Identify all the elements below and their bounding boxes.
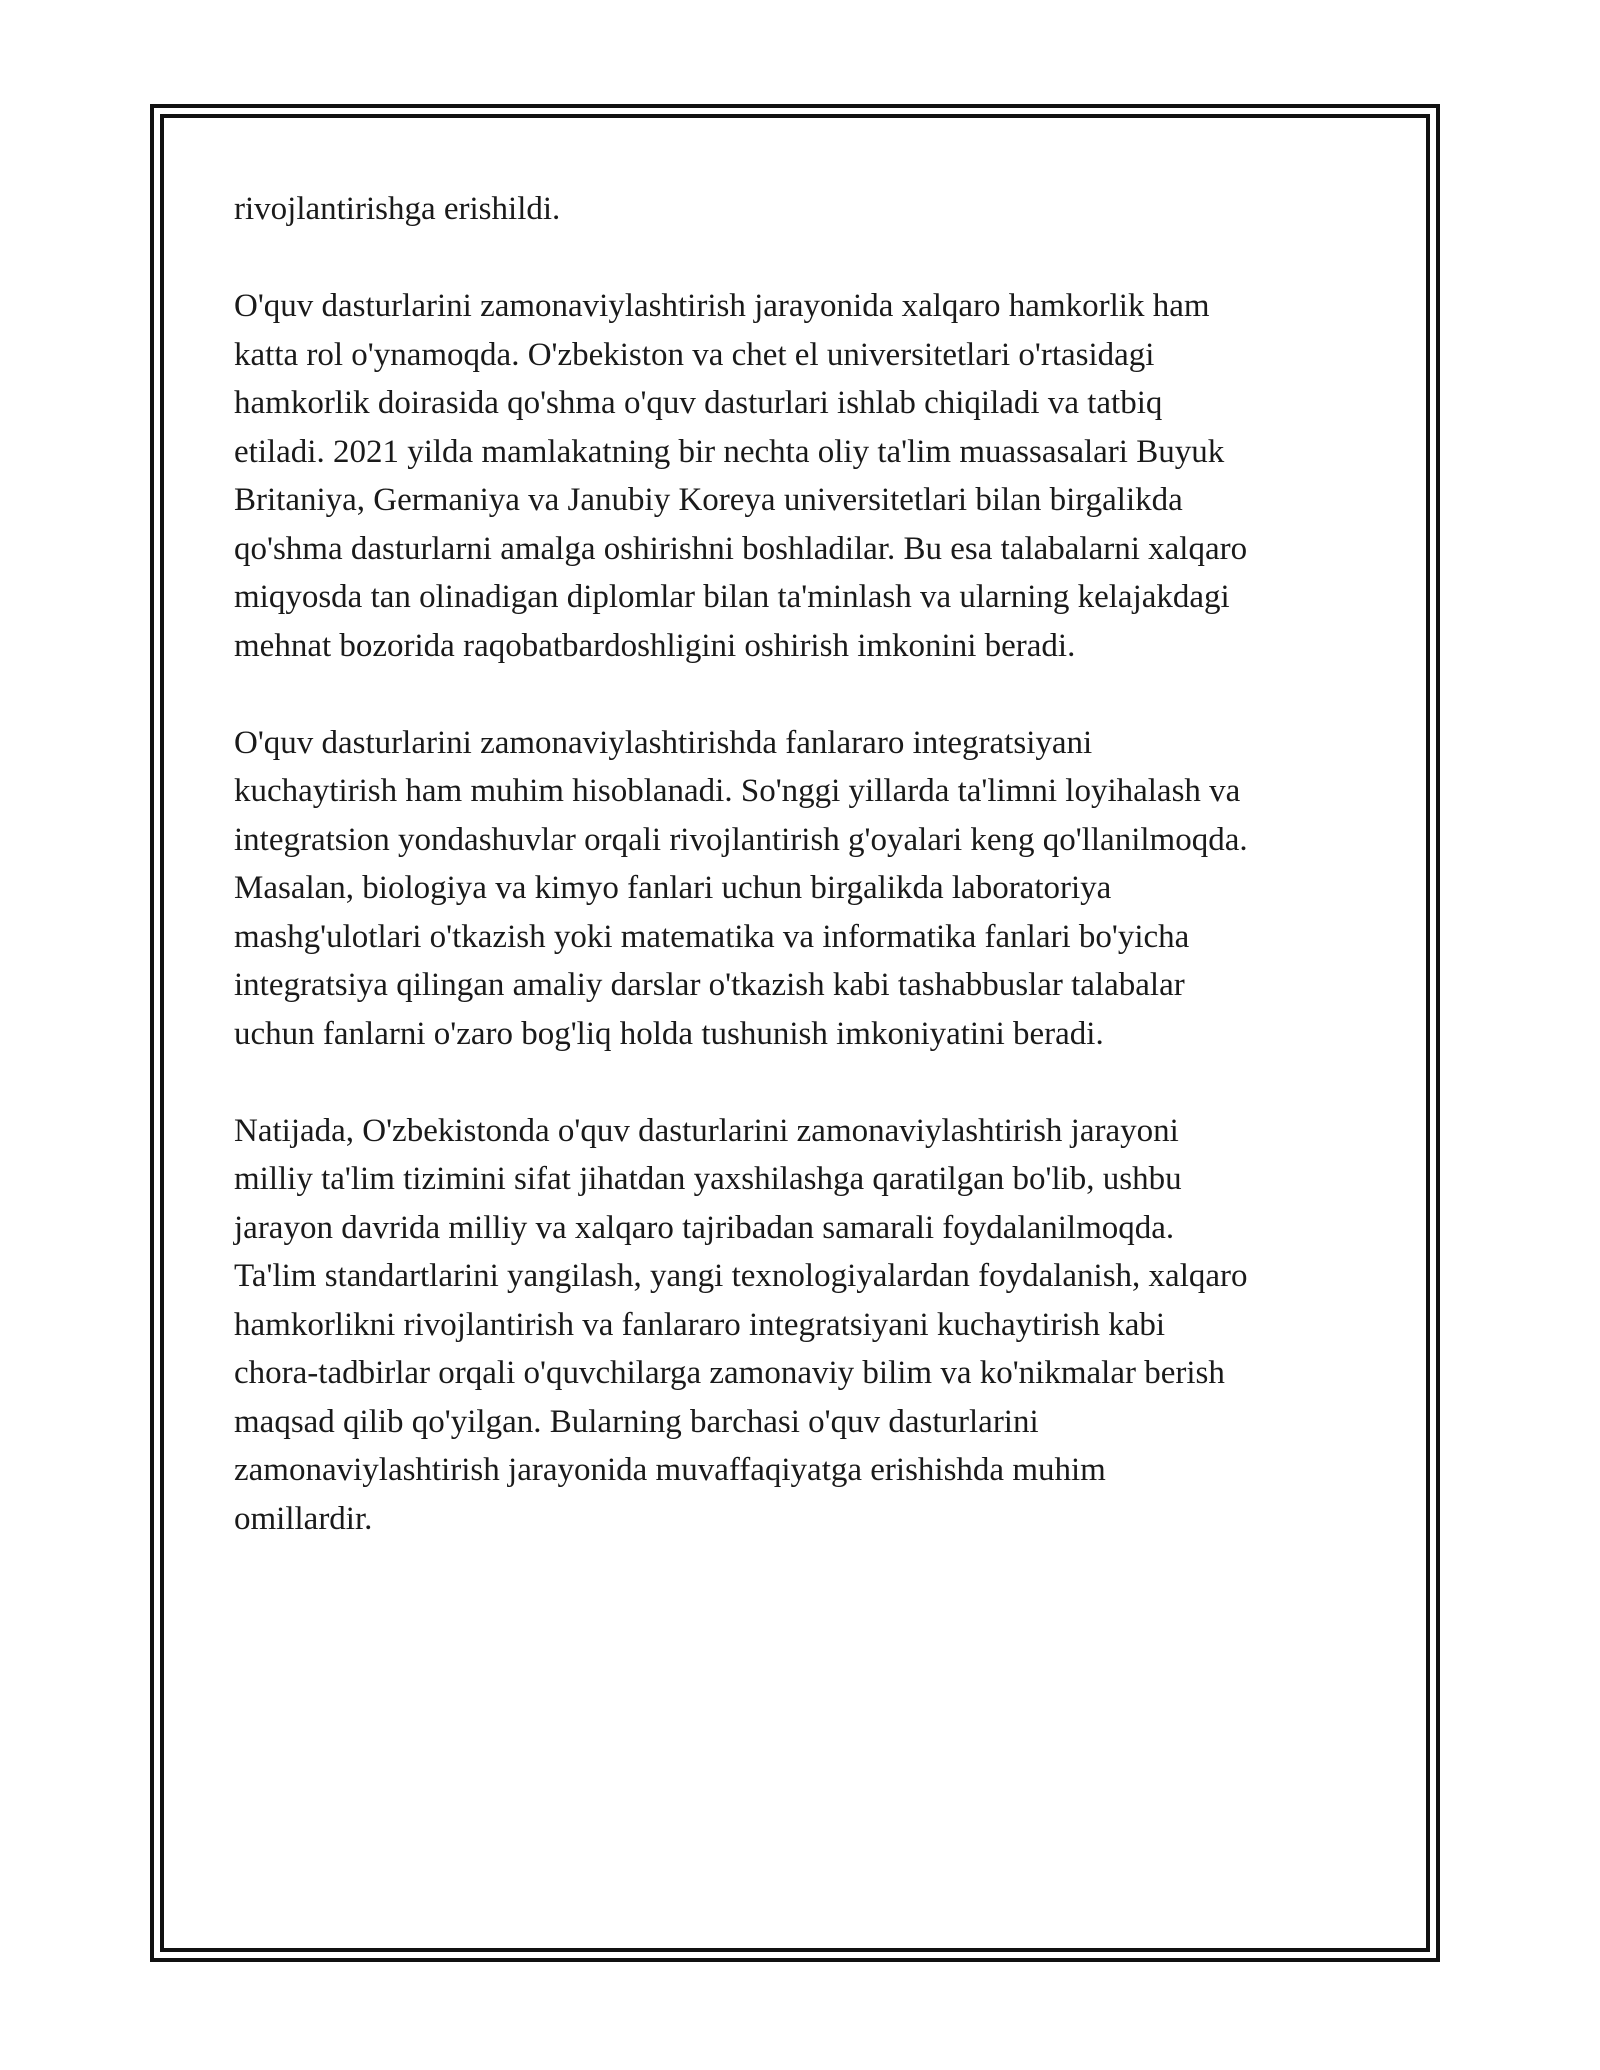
text-line: O'quv dasturlarini zamonaviylashtirishda fanlararo integratsiyani bbox=[234, 724, 1093, 761]
text-line: chora-tadbirlar orqali o'quvchilarga zamonaviy bilim va ko'nikmalar berish bbox=[234, 1355, 1225, 1391]
text-line: integratsiya qilingan amaliy darslar o'tkazish kabi tashabbuslar talabalar bbox=[234, 967, 1185, 1003]
text-line: mashg'ulotlari o'tkazish yoki matematika va informatika fanlari bo'yicha bbox=[234, 918, 1190, 955]
text-line: omillardir. bbox=[234, 1500, 373, 1537]
text-line: kuchaytirish ham muhim hisoblanadi. So'nggi yillarda ta'limni loyihalash va bbox=[234, 773, 1241, 809]
document-body bbox=[234, 185, 1380, 1592]
text-line: uchun fanlarni o'zaro bog'liq holda tushunish imkoniyatini beradi. bbox=[234, 1015, 1104, 1052]
text-line: mehnat bozorida raqobatbardoshligini oshirish imkonini beradi. bbox=[234, 627, 1076, 664]
paragraph-2 bbox=[234, 282, 1380, 670]
text-line: qo'shma dasturlarni amalga oshirishni boshladilar. Bu esa talabalarni xalqaro bbox=[234, 530, 1248, 567]
text-line: etiladi. 2021 yilda mamlakatning bir nechta oliy ta'lim muassasalari Buyuk bbox=[234, 433, 1225, 470]
paragraph-4 bbox=[234, 1107, 1380, 1544]
text-line: Britaniya, Germaniya va Janubiy Koreya universitetlari bilan birgalikda bbox=[234, 482, 1183, 518]
text-line: katta rol o'ynamoqda. O'zbekiston va chet el universitetlari o'rtasidagi bbox=[234, 336, 1155, 373]
text-line: Ta'lim standartlarini yangilash, yangi texnologiyalardan foydalanish, xalqaro bbox=[234, 1258, 1248, 1294]
text-line: jarayon davrida milliy va xalqaro tajribadan samarali foydalanilmoqda. bbox=[234, 1209, 1175, 1246]
text-line: rivojlantirishga erishildi. bbox=[234, 191, 561, 227]
paragraph-3 bbox=[234, 719, 1380, 1059]
text-line: hamkorlikni rivojlantirish va fanlararo integratsiyani kuchaytirish kabi bbox=[234, 1306, 1166, 1343]
text-line: maqsad qilib qo'yilgan. Bularning barchasi o'quv dasturlarini bbox=[234, 1403, 1039, 1440]
paragraph-1 bbox=[234, 185, 1380, 234]
text-line: zamonaviylashtirish jarayonida muvaffaqiyatga erishishda muhim bbox=[234, 1452, 1106, 1488]
text-line: miqyosda tan olinadigan diplomlar bilan ta'minlash va ularning kelajakdagi bbox=[234, 579, 1230, 615]
text-line: Natijada, O'zbekistonda o'quv dasturlarini zamonaviylashtirish jarayoni bbox=[234, 1112, 1179, 1149]
text-line: hamkorlik doirasida qo'shma o'quv dasturlari ishlab chiqiladi va tatbiq bbox=[234, 385, 1163, 421]
text-line: integratsion yondashuvlar orqali rivojlantirish g'oyalari keng qo'llanilmoqda. bbox=[234, 821, 1248, 858]
text-line: milliy ta'lim tizimini sifat jihatdan yaxshilashga qaratilgan bo'lib, ushbu bbox=[234, 1161, 1182, 1197]
text-line: O'quv dasturlarini zamonaviylashtirish jarayonida xalqaro hamkorlik ham bbox=[234, 288, 1210, 324]
text-line: Masalan, biologiya va kimyo fanlari uchun birgalikda laboratoriya bbox=[234, 870, 1112, 906]
